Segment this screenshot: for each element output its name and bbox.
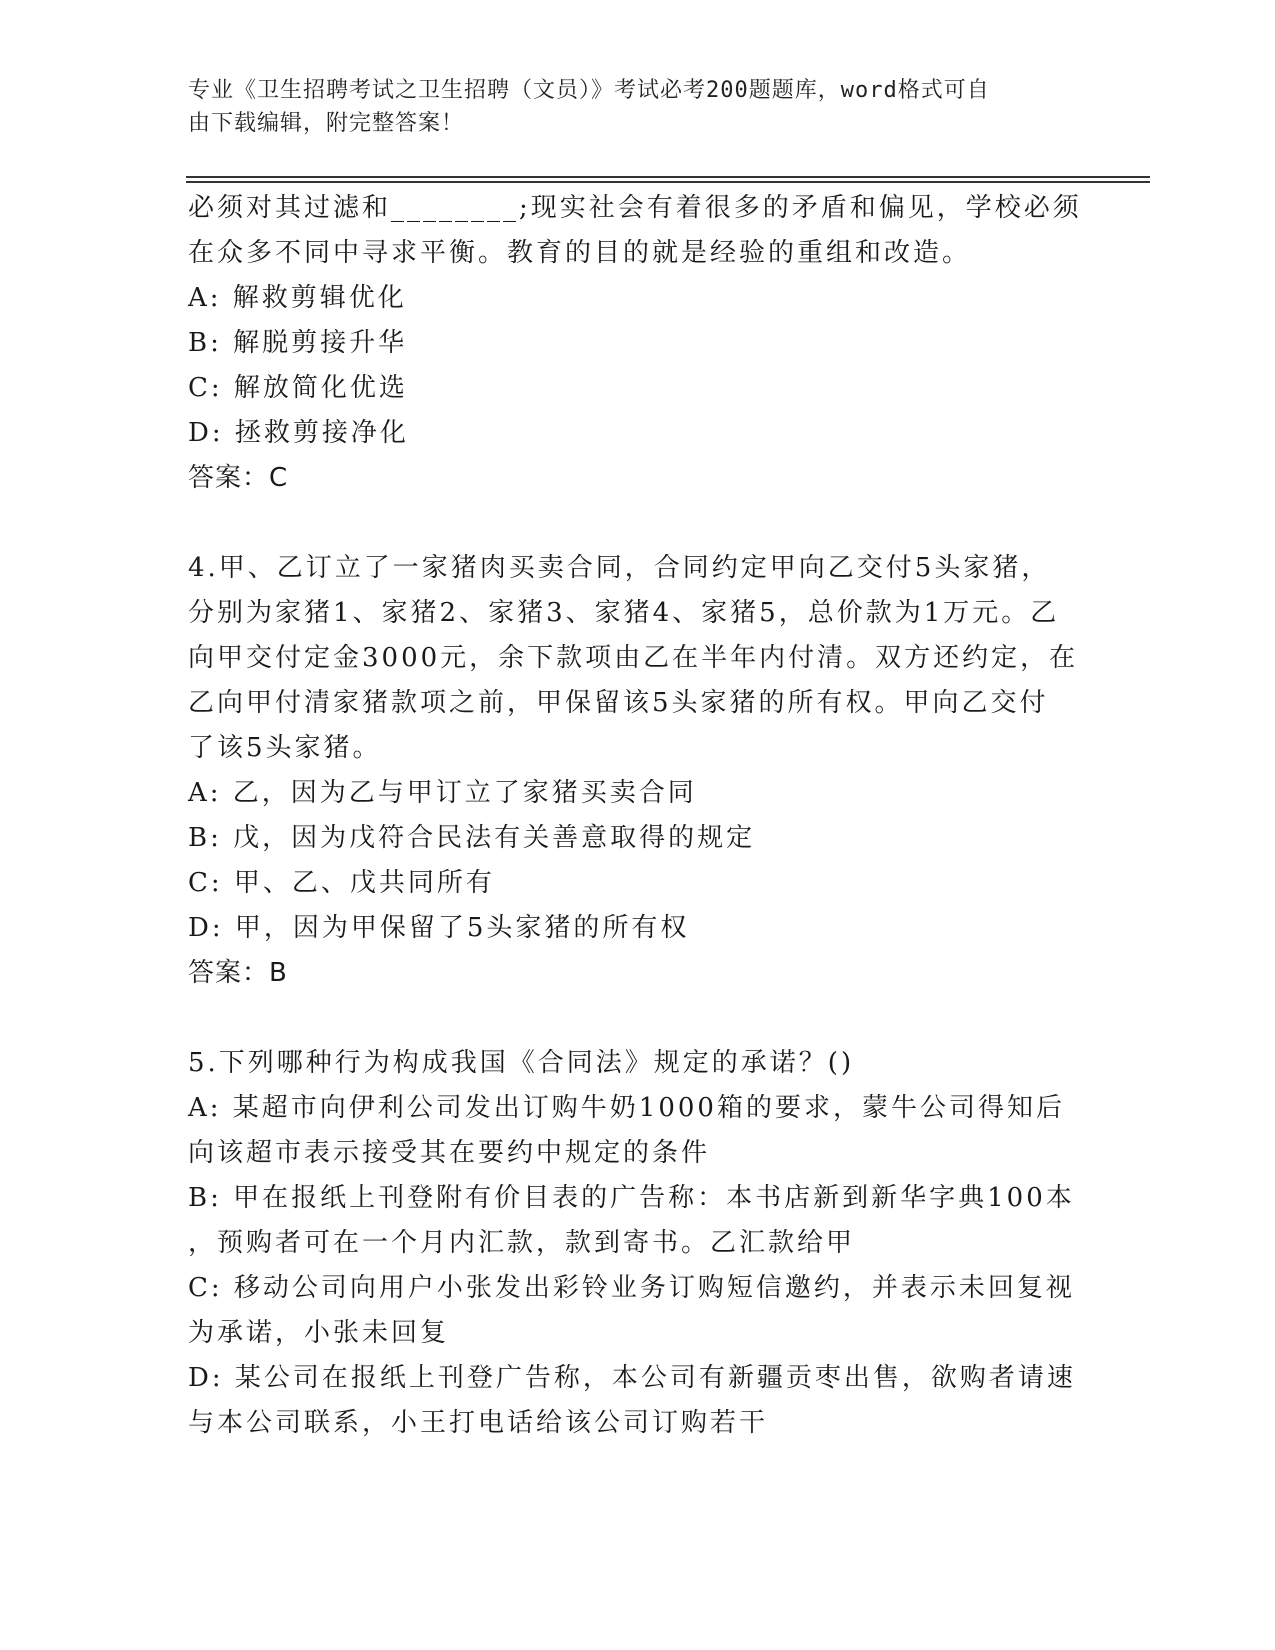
option-c: C: 解放简化优选 bbox=[188, 373, 408, 403]
header-line: 专业《卫生招聘考试之卫生招聘（文员）》考试必考200题题库，word格式可自 bbox=[188, 78, 990, 103]
spacer bbox=[188, 501, 1078, 546]
option-b-cont: ，预购者可在一个月内汇款，款到寄书。乙汇款给甲 bbox=[188, 1228, 856, 1258]
option-b: B: 戊，因为戊符合民法有关善意取得的规定 bbox=[188, 823, 756, 853]
option-a: A: 解救剪辑优化 bbox=[188, 283, 407, 313]
option-d-cont: 与本公司联系，小王打电话给该公司订购若干 bbox=[188, 1408, 769, 1438]
spacer bbox=[188, 996, 1078, 1041]
option-b: B: 甲在报纸上刊登附有价目表的广告称：本书店新到新华字典100本 bbox=[188, 1183, 1075, 1213]
option-d: D: 甲，因为甲保留了5头家猪的所有权 bbox=[188, 913, 690, 943]
question-stem-line: 在众多不同中寻求平衡。教育的目的就是经验的重组和改造。 bbox=[188, 238, 972, 268]
answer-line: 答案：B bbox=[188, 958, 288, 988]
header-divider bbox=[186, 181, 1150, 183]
question-4 bbox=[188, 546, 1078, 996]
question-stem-line: 向甲交付定金3000元，余下款项由乙在半年内付清。双方还约定，在 bbox=[188, 643, 1079, 673]
option-d: D: 某公司在报纸上刊登广告称，本公司有新疆贡枣出售，欲购者请速 bbox=[188, 1363, 1076, 1393]
option-c: C: 移动公司向用户小张发出彩铃业务订购短信邀约，并表示未回复视 bbox=[188, 1273, 1075, 1303]
header-divider bbox=[186, 176, 1150, 178]
option-b: B: 解脱剪接升华 bbox=[188, 328, 408, 358]
question-stem-line: 乙向甲付清家猪款项之前，甲保留该5头家猪的所有权。甲向乙交付 bbox=[188, 688, 1049, 718]
question-stem-line: 必须对其过滤和________;现实社会有着很多的矛盾和偏见，学校必须 bbox=[188, 193, 1082, 223]
question-5 bbox=[188, 1041, 1078, 1446]
question-stem-line: 分别为家猪1、家猪2、家猪3、家猪4、家猪5，总价款为1万元。乙 bbox=[188, 598, 1060, 628]
question-body bbox=[188, 186, 1082, 1446]
option-c: C: 甲、乙、戊共同所有 bbox=[188, 868, 495, 898]
option-c-cont: 为承诺，小张未回复 bbox=[188, 1318, 450, 1348]
option-a: A: 乙，因为乙与甲订立了家猪买卖合同 bbox=[188, 778, 697, 808]
option-a: A: 某超市向伊利公司发出订购牛奶1000箱的要求，蒙牛公司得知后 bbox=[188, 1093, 1065, 1123]
document-header bbox=[188, 74, 1068, 140]
question-stem-line: 4.甲、乙订立了一家猪肉买卖合同，合同约定甲向乙交付5头家猪， bbox=[188, 553, 1051, 583]
answer-line: 答案：C bbox=[188, 463, 289, 493]
question-3 bbox=[188, 186, 1082, 501]
question-stem-line: 5.下列哪种行为构成我国《合同法》规定的承诺？() bbox=[188, 1048, 855, 1078]
option-a-cont: 向该超市表示接受其在要约中规定的条件 bbox=[188, 1138, 711, 1168]
option-d: D: 拯救剪接净化 bbox=[188, 418, 409, 448]
header-line: 由下载编辑，附完整答案！ bbox=[188, 111, 465, 136]
question-stem-line: 了该5头家猪。 bbox=[188, 733, 382, 763]
